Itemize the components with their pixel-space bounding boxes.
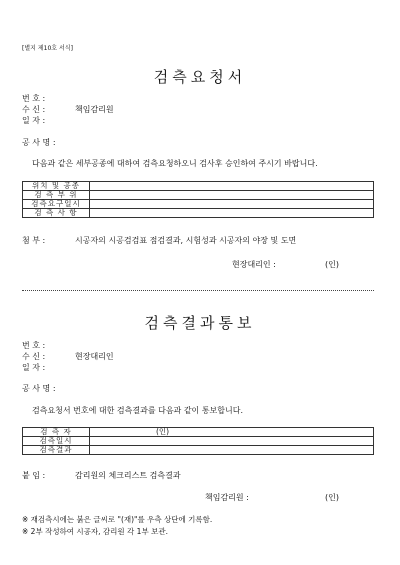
table-row	[23, 209, 374, 218]
table-row	[23, 428, 374, 437]
request-title: 검측요청서	[153, 68, 247, 86]
result-recipient-label: 수 신 :	[22, 352, 46, 361]
result-date-label: 일 자 :	[22, 363, 46, 372]
request-recipient-value: 책임감리원	[75, 105, 114, 114]
table-value-cell[interactable]	[90, 209, 374, 218]
request-table	[22, 181, 374, 218]
note-item: ※ 재검측시에는 붉은 글씨로 "(재)"를 우측 상단에 기록함.	[22, 515, 213, 524]
result-attach-value: 감리원의 체크리스트 검측결과	[75, 471, 181, 480]
request-attach-value: 시공자의 시공검검표 점검결과, 시험성과 시공자의 야장 및 도면	[75, 236, 297, 245]
table-header-cell: 검측결과	[23, 446, 90, 455]
request-project-label: 공 사 명 :	[22, 138, 56, 147]
table-header-cell: 검 측 자	[23, 428, 90, 437]
table-value-cell[interactable]	[90, 182, 374, 191]
table-header-cell: 검 측 부 위	[23, 191, 90, 200]
result-seal: (인)	[325, 493, 339, 502]
table-value-cell[interactable]: (인)	[90, 428, 374, 437]
form-number: [별지 제10호 서식]	[22, 45, 73, 52]
result-attach-label: 붙 임 :	[22, 471, 46, 480]
table-header-cell: 검 측 사 항	[23, 209, 90, 218]
result-title: 검측결과통보	[144, 314, 256, 332]
table-header-cell: 검측요구일시	[23, 200, 90, 209]
note-item: ※ 2부 작성하여 시공자, 감리원 각 1부 보관.	[22, 527, 168, 536]
request-number-label: 번 호 :	[22, 94, 46, 103]
section-divider	[22, 290, 374, 291]
request-recipient-label: 수 신 :	[22, 105, 46, 114]
result-sign-label: 책임감리원 :	[205, 493, 249, 502]
result-number-label: 번 호 :	[22, 341, 46, 350]
table-row	[23, 437, 374, 446]
request-seal: (인)	[325, 260, 339, 269]
table-value-cell[interactable]	[90, 446, 374, 455]
result-table	[22, 427, 374, 455]
result-project-label: 공 사 명 :	[22, 384, 56, 393]
table-header-cell: 검측일시	[23, 437, 90, 446]
result-recipient-value: 현장대리인	[75, 352, 114, 361]
table-row	[23, 446, 374, 455]
request-attach-label: 첨 부 :	[22, 236, 46, 245]
result-body-text: 검측요청서 번호에 대한 검측결과를 다음과 같이 통보합니다.	[32, 406, 243, 415]
request-sign-label: 현장대리인 :	[232, 260, 276, 269]
table-value-cell[interactable]	[90, 200, 374, 209]
table-value-cell[interactable]	[90, 191, 374, 200]
table-value-cell[interactable]	[90, 437, 374, 446]
table-header-cell: 위치 및 공종	[23, 182, 90, 191]
request-body-text: 다음과 같은 세부공종에 대하여 검측요청하오니 검사후 승인하여 주시기 바랍니다.	[32, 159, 318, 168]
request-date-label: 일 자 :	[22, 116, 46, 125]
